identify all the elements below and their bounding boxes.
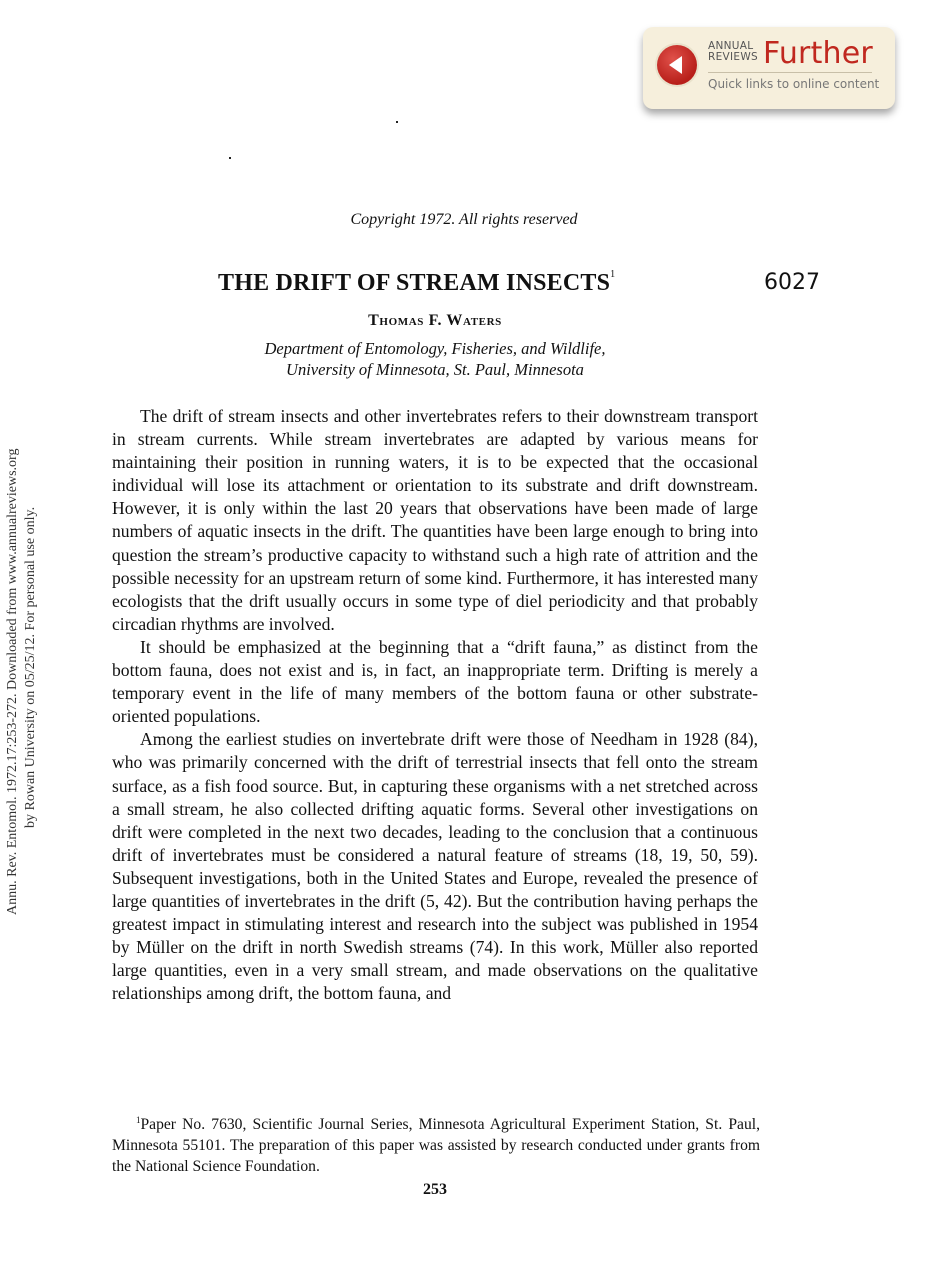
body-paragraph: It should be emphasized at the beginning that a “drift fauna,” as distinct from the bottom fauna, does not exist and is, in fact, an inappropriate term. Drifting is merely a temporary event in the life of many members of the bottom fauna or other substrate-oriented populations. — [112, 636, 758, 727]
badge-subtitle: Quick links to online content — [708, 77, 880, 91]
footnote-text: Paper No. 7630, Scientific Journal Series, Minnesota Agricultural Experiment Station, St. Paul, Minnesota 55101. The preparation of this paper was assisted by research conducted under grants from the National Science Foundation. — [112, 1116, 760, 1176]
play-icon[interactable] — [657, 45, 697, 85]
scan-speck — [396, 121, 398, 123]
article-body — [112, 405, 758, 1005]
author-name: Thomas F. Waters — [368, 312, 502, 329]
copyright-line: Copyright 1972. All rights reserved — [350, 211, 578, 228]
watermark-line-2: by Rowan University on 05/25/12. For personal use only. — [23, 506, 38, 828]
title-footnote-mark: 1 — [610, 269, 616, 280]
author-affiliation: Department of Entomology, Fisheries, and Wildlife, University of Minnesota, St. Paul, Minnesota — [264, 339, 606, 379]
side-watermark — [0, 0, 50, 1000]
badge-further-label: Further — [763, 36, 873, 71]
footnote-mark: 1 — [136, 1115, 141, 1125]
badge-annual-reviews: ANNUAL REVIEWS — [708, 40, 758, 63]
page-number: 253 — [423, 1181, 447, 1198]
article-number: 6027 — [764, 270, 820, 295]
scan-speck — [229, 157, 231, 159]
further-badge[interactable] — [643, 27, 895, 109]
article-title: THE DRIFT OF STREAM INSECTS$^1$ — [218, 269, 616, 296]
footnote — [112, 1110, 760, 1177]
watermark-line-1: Annu. Rev. Entomol. 1972.17:253-272. Downloaded from www.annualreviews.org — [5, 448, 20, 915]
body-paragraph: Among the earliest studies on invertebrate drift were those of Needham in 1928 (84), who was primarily concerned with the drift of terrestrial insects that fell onto the stream surface, as a fish food source. But, in capturing these organisms with a net stretched across a small stream, he also collected drifting aquatic forms. Several other investigations on drift were completed in the next two decades, leading to the conclusion that a continuous drift of invertebrates must be considered a natural feature of streams (18, 19, 50, 59). Subsequent investigations, both in the United States and Europe, revealed the presence of large quantities of invertebrates in the drift (5, 42). But the contribution having perhaps the greatest impact in stimulating interest and research into the subject was published in 1954 by Müller on the drift in north Swedish streams (74). In this work, Müller also reported large quantities, even in a very small stream, and made observations on the qualitative relationships among drift, the bottom fauna, and — [112, 729, 758, 1004]
body-paragraph: The drift of stream insects and other invertebrates refers to their downstream transport in stream currents. While stream invertebrates are adapted by various means for maintaining their position in running waters, it is to be expected that the occasional individual will lose its attachment or orientation to its substrate and drift downstream. However, it is only within the last 20 years that observations have been made of large numbers of aquatic insects in the drift. The quantities have been large enough to bring into question the stream’s productive capacity to withstand such a high rate of attrition and the possible necessity for an upstream return of some kind. Furthermore, it has interested many ecologists that the drift usually occurs in some type of diel periodicity and that probably circadian rhythms are involved. — [112, 406, 758, 634]
badge-divider — [708, 72, 872, 73]
